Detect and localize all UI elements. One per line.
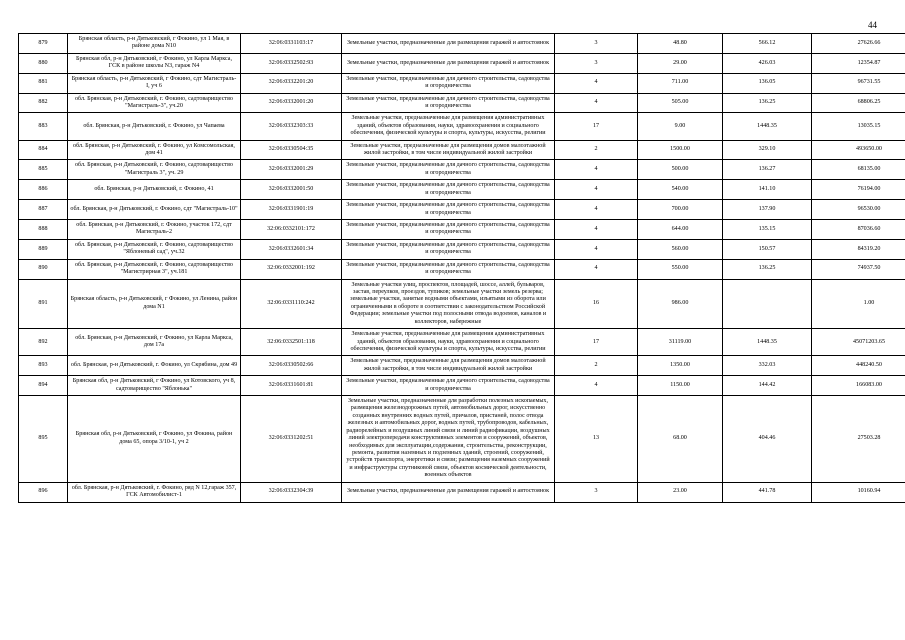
cell-number: 879 <box>19 34 68 54</box>
cell-cadastral: 32:06:0331110:242 <box>241 279 342 329</box>
cell-value1: 329.10 <box>723 140 812 160</box>
cell-address: обл. Брянская, р-н Дятьковский, г. Фокино, садтоварищество "Магистраль 3", уч. 29 <box>68 160 241 180</box>
cell-number: 881 <box>19 73 68 93</box>
cell-usage: Земельные участки, предназначенные для размещения гаражей и автостоянок <box>342 34 555 54</box>
cell-area: 1500.00 <box>638 140 723 160</box>
cell-cadastral: 32:06:0330504:35 <box>241 140 342 160</box>
cell-area: 9.00 <box>638 113 723 140</box>
cell-number: 886 <box>19 180 68 200</box>
cell-usage: Земельные участки, предназначенные для дачного строительства, садоводства и огородничества <box>342 220 555 240</box>
cell-count: 4 <box>555 376 638 396</box>
cell-address: обл. Брянская, р-н Дятьковский, г Фокино, ул Карла Маркса, дом 17а <box>68 329 241 356</box>
cell-address: Брянская обл, р-н Дятьковский, г Фокино, ул Котовского, уч 8, садтоварищество "Яблонька" <box>68 376 241 396</box>
cell-count: 2 <box>555 356 638 376</box>
table-row <box>19 180 905 200</box>
cell-number: 888 <box>19 220 68 240</box>
cell-usage: Земельные участки, предназначенные для дачного строительства, садоводства и огородничества <box>342 239 555 259</box>
cell-cadastral: 32:06:0331901:19 <box>241 200 342 220</box>
cell-usage: Земельные участки, предназначенные для дачного строительства, садоводства и огородничества <box>342 160 555 180</box>
cell-area: 711.00 <box>638 73 723 93</box>
cell-value2: 74937.50 <box>812 259 905 279</box>
table-row <box>19 200 905 220</box>
cell-value1: 566.12 <box>723 34 812 54</box>
cell-value2: 45071203.65 <box>812 329 905 356</box>
cell-value1: 1448.35 <box>723 113 812 140</box>
cell-count: 4 <box>555 239 638 259</box>
cell-count: 4 <box>555 220 638 240</box>
cell-cadastral: 32:06:0332001:29 <box>241 160 342 180</box>
cell-value2: 76194.00 <box>812 180 905 200</box>
cell-usage: Земельные участки улиц, проспектов, площадей, шоссе, аллей, бульваров, застав, переулков, проездов, тупиков; земельные участки земель резерва; земельные участки, занятые водными объектами, изъятыми из оборота или ограниченными в обороте в соответствии с законодательством Российской Федерации; земельные участки под полосными отвода водоемов, каналов и коллекторов, набережные <box>342 279 555 329</box>
cell-number: 892 <box>19 329 68 356</box>
cell-value1: 136.27 <box>723 160 812 180</box>
cell-usage: Земельные участки, предназначенные для размещения гаражей и автостоянок <box>342 53 555 73</box>
cell-count: 16 <box>555 279 638 329</box>
cell-address: Брянская обл, р-н Дятьковский, г Фокино, ул Фокина, район дома 65, опора 3/10-1, уч 2 <box>68 396 241 483</box>
cell-cadastral: 32:06:0332201:20 <box>241 73 342 93</box>
cell-cadastral: 32:06:0332303:33 <box>241 113 342 140</box>
cell-usage: Земельные участки, предназначенные для размещения гаражей и автостоянок <box>342 482 555 502</box>
table-row <box>19 113 905 140</box>
cell-value2: 493650.00 <box>812 140 905 160</box>
cell-usage: Земельные участки, предназначенные для размещения домов малоэтажной жилой застройки, в том числе индивидуальной жилой застройки <box>342 140 555 160</box>
cell-value2: 13035.15 <box>812 113 905 140</box>
cell-number: 884 <box>19 140 68 160</box>
table-row <box>19 34 905 54</box>
cell-usage: Земельные участки, предназначенные для дачного строительства, садоводства и огородничества <box>342 200 555 220</box>
cell-address: обл. Брянская, р-н Дятьковский, г. Фокино, ряд N 12,гараж 357, ГСК Автомобилист-1 <box>68 482 241 502</box>
cell-area: 500.00 <box>638 160 723 180</box>
cell-address: обл. Брянская, р-н Дятьковский, г. Фокино, участок 172, сдт Магистраль-2 <box>68 220 241 240</box>
cell-value2: 12354.87 <box>812 53 905 73</box>
cell-cadastral: 32:06:0332101:172 <box>241 220 342 240</box>
cell-count: 4 <box>555 259 638 279</box>
cell-number: 890 <box>19 259 68 279</box>
cell-area: 48.80 <box>638 34 723 54</box>
cell-area: 986.00 <box>638 279 723 329</box>
cell-cadastral: 32:06:0332001:20 <box>241 93 342 113</box>
cell-value1: 332.03 <box>723 356 812 376</box>
cell-value1 <box>723 279 812 329</box>
cell-area: 23.00 <box>638 482 723 502</box>
table-row <box>19 259 905 279</box>
cell-value2: 448240.50 <box>812 356 905 376</box>
table-body <box>19 34 905 503</box>
cell-area: 644.00 <box>638 220 723 240</box>
cell-cadastral: 32:06:0332501:118 <box>241 329 342 356</box>
cell-count: 4 <box>555 93 638 113</box>
cell-area: 550.00 <box>638 259 723 279</box>
cell-number: 880 <box>19 53 68 73</box>
table-row <box>19 329 905 356</box>
cell-value1: 141.10 <box>723 180 812 200</box>
cell-address: обл. Брянская, р-н Дятьковский, г. Фокино, садтоварищество "Яблоневый сад", уч.32 <box>68 239 241 259</box>
cell-value1: 136.25 <box>723 259 812 279</box>
cell-value2: 166083.00 <box>812 376 905 396</box>
cell-cadastral: 32:06:0332502:93 <box>241 53 342 73</box>
cell-count: 17 <box>555 113 638 140</box>
cell-count: 4 <box>555 180 638 200</box>
cell-area: 700.00 <box>638 200 723 220</box>
cell-value1: 441.78 <box>723 482 812 502</box>
cell-number: 882 <box>19 93 68 113</box>
table-row <box>19 53 905 73</box>
cell-value1: 144.42 <box>723 376 812 396</box>
cell-value2: 96731.55 <box>812 73 905 93</box>
cell-value1: 426.03 <box>723 53 812 73</box>
cadastral-registry-table-wrap <box>18 33 886 503</box>
cell-count: 3 <box>555 482 638 502</box>
cell-address: обл. Брянская, р-н Дятьковский, г. Фокино, сдт "Магистраль-10" <box>68 200 241 220</box>
table-row <box>19 376 905 396</box>
cell-cadastral: 32:06:0332601:34 <box>241 239 342 259</box>
cell-usage: Земельные участки, предназначенные для дачного строительства, садоводства и огородничества <box>342 180 555 200</box>
cell-address: обл. Брянская, р-н Дятьковский, г. Фокино, садтоварищество "Магистрирная 3", уч.181 <box>68 259 241 279</box>
cell-cadastral: 32:06:0331601:81 <box>241 376 342 396</box>
cell-usage: Земельные участки, предназначенные для дачного строительства, садоводства и огородничества <box>342 376 555 396</box>
cell-area: 505.00 <box>638 93 723 113</box>
cell-usage: Земельные участки, предназначенные для размещения административных зданий, объектов образования, науки, здравоохранения и социального обеспечения, физической культуры и спорта, культуры, искусства, религии <box>342 113 555 140</box>
cell-area: 29.00 <box>638 53 723 73</box>
cell-number: 887 <box>19 200 68 220</box>
cell-value2: 10160.94 <box>812 482 905 502</box>
cell-address: обл. Брянская, р-н Дятьковский, г. Фокино, садтоварищество "Магистраль-3", уч.20 <box>68 93 241 113</box>
cell-count: 3 <box>555 34 638 54</box>
table-row <box>19 140 905 160</box>
cell-number: 896 <box>19 482 68 502</box>
cell-number: 895 <box>19 396 68 483</box>
cell-address: обл. Брянская, р-н Дятьковский, г. Фокино, ул Чапаева <box>68 113 241 140</box>
cell-value2: 87036.60 <box>812 220 905 240</box>
cell-number: 889 <box>19 239 68 259</box>
cell-area: 540.00 <box>638 180 723 200</box>
cell-count: 2 <box>555 140 638 160</box>
cell-value1: 137.90 <box>723 200 812 220</box>
cell-value1: 1448.35 <box>723 329 812 356</box>
cell-cadastral: 32:06:0330502:66 <box>241 356 342 376</box>
cell-value2: 68806.25 <box>812 93 905 113</box>
table-row <box>19 160 905 180</box>
cell-value1: 136.25 <box>723 93 812 113</box>
cell-count: 13 <box>555 396 638 483</box>
table-row <box>19 239 905 259</box>
cell-area: 31119.00 <box>638 329 723 356</box>
page-number: 44 <box>868 20 877 30</box>
cell-value2: 27626.66 <box>812 34 905 54</box>
cell-usage: Земельные участки, предназначенные для дачного строительства, садоводства и огородничества <box>342 93 555 113</box>
cell-count: 4 <box>555 200 638 220</box>
table-row <box>19 93 905 113</box>
cell-cadastral: 32:06:0332001:50 <box>241 180 342 200</box>
table-row <box>19 482 905 502</box>
cell-number: 894 <box>19 376 68 396</box>
table-row <box>19 220 905 240</box>
table-row <box>19 356 905 376</box>
cell-count: 4 <box>555 160 638 180</box>
cadastral-registry-table <box>18 33 905 503</box>
cell-value2: 84319.20 <box>812 239 905 259</box>
cell-usage: Земельные участки, предназначенные для разработки полезных ископаемых, размещения железнодорожных путей, автомобильных дорог, искусственно созданных внутренних водных путей, причалов, пристаней, полос отвода железных и автомобильных дорог, водных путей, трубопроводов, кабельных, радиорелейных и воздушных линий связи и линий радиофикации, воздушных линий электропередачи конструктивных элементов и сооружений, объектов, необходимых для эксплуатации,содержания, строительства, реконструкции, ремонта, развития наземных и подземных зданий, строений, сооружений, устройств транспорта, энергетики и связи; размещения наземных сооружений и инфраструктуры спутниковой связи, объектов космической деятельности, военных объектов <box>342 396 555 483</box>
cell-value2: 96530.00 <box>812 200 905 220</box>
cell-usage: Земельные участки, предназначенные для размещения административных зданий, объектов образования, науки, здравоохранения и социального обеспечения, физической культуры и спорта, культуры, искусства, религии <box>342 329 555 356</box>
cell-area: 560.00 <box>638 239 723 259</box>
cell-number: 885 <box>19 160 68 180</box>
cell-value2: 68135.00 <box>812 160 905 180</box>
cell-area: 68.00 <box>638 396 723 483</box>
cell-address: Брянская область, р-н Дятьковский, г Фокино, сдт Магистраль-I, уч 6 <box>68 73 241 93</box>
cell-address: обл. Брянская, р-н Дятьковский, г. Фокино, ул Комсомольская, дом 41 <box>68 140 241 160</box>
cell-cadastral: 32:06:0332304:39 <box>241 482 342 502</box>
cell-cadastral: 32:06:0331103:17 <box>241 34 342 54</box>
cell-area: 1350.00 <box>638 356 723 376</box>
cell-address: обл. Брянская, р-н Дятьковский, г. Фокино, 41 <box>68 180 241 200</box>
cell-address: Брянская обл, р-н Дятьковский, г Фокино, ул Карла Маркса, ГСК в районе школы N3, гараж N4 <box>68 53 241 73</box>
cell-usage: Земельные участки, предназначенные для дачного строительства, садоводства и огородничества <box>342 73 555 93</box>
cell-usage: Земельные участки, предназначенные для размещения домов малоэтажной жилой застройки, в том числе индивидуальной жилой застройки <box>342 356 555 376</box>
cell-address: Брянская область, р-н Дятьковский, г Фокино, ул 1 Мая, в районе дома N10 <box>68 34 241 54</box>
cell-value1: 404.46 <box>723 396 812 483</box>
cell-count: 3 <box>555 53 638 73</box>
table-row <box>19 73 905 93</box>
cell-value2: 1.00 <box>812 279 905 329</box>
cell-area: 1150.00 <box>638 376 723 396</box>
cell-count: 4 <box>555 73 638 93</box>
cell-number: 893 <box>19 356 68 376</box>
cell-value2: 27503.28 <box>812 396 905 483</box>
table-row <box>19 396 905 483</box>
cell-cadastral: 32:06:0332001:192 <box>241 259 342 279</box>
cell-number: 883 <box>19 113 68 140</box>
cell-address: обл. Брянская, р-н Дятьковский, г. Фокино, ул Скрябина, дом 49 <box>68 356 241 376</box>
cell-count: 17 <box>555 329 638 356</box>
cell-number: 891 <box>19 279 68 329</box>
cell-value1: 135.15 <box>723 220 812 240</box>
cell-usage: Земельные участки, предназначенные для дачного строительства, садоводства и огородничества <box>342 259 555 279</box>
cell-address: Брянская область, р-н Дятьковский, г Фокино, ул Ленина, район дома N1 <box>68 279 241 329</box>
cell-cadastral: 32:06:0331202:51 <box>241 396 342 483</box>
table-row <box>19 279 905 329</box>
cell-value1: 136.05 <box>723 73 812 93</box>
cell-value1: 150.57 <box>723 239 812 259</box>
